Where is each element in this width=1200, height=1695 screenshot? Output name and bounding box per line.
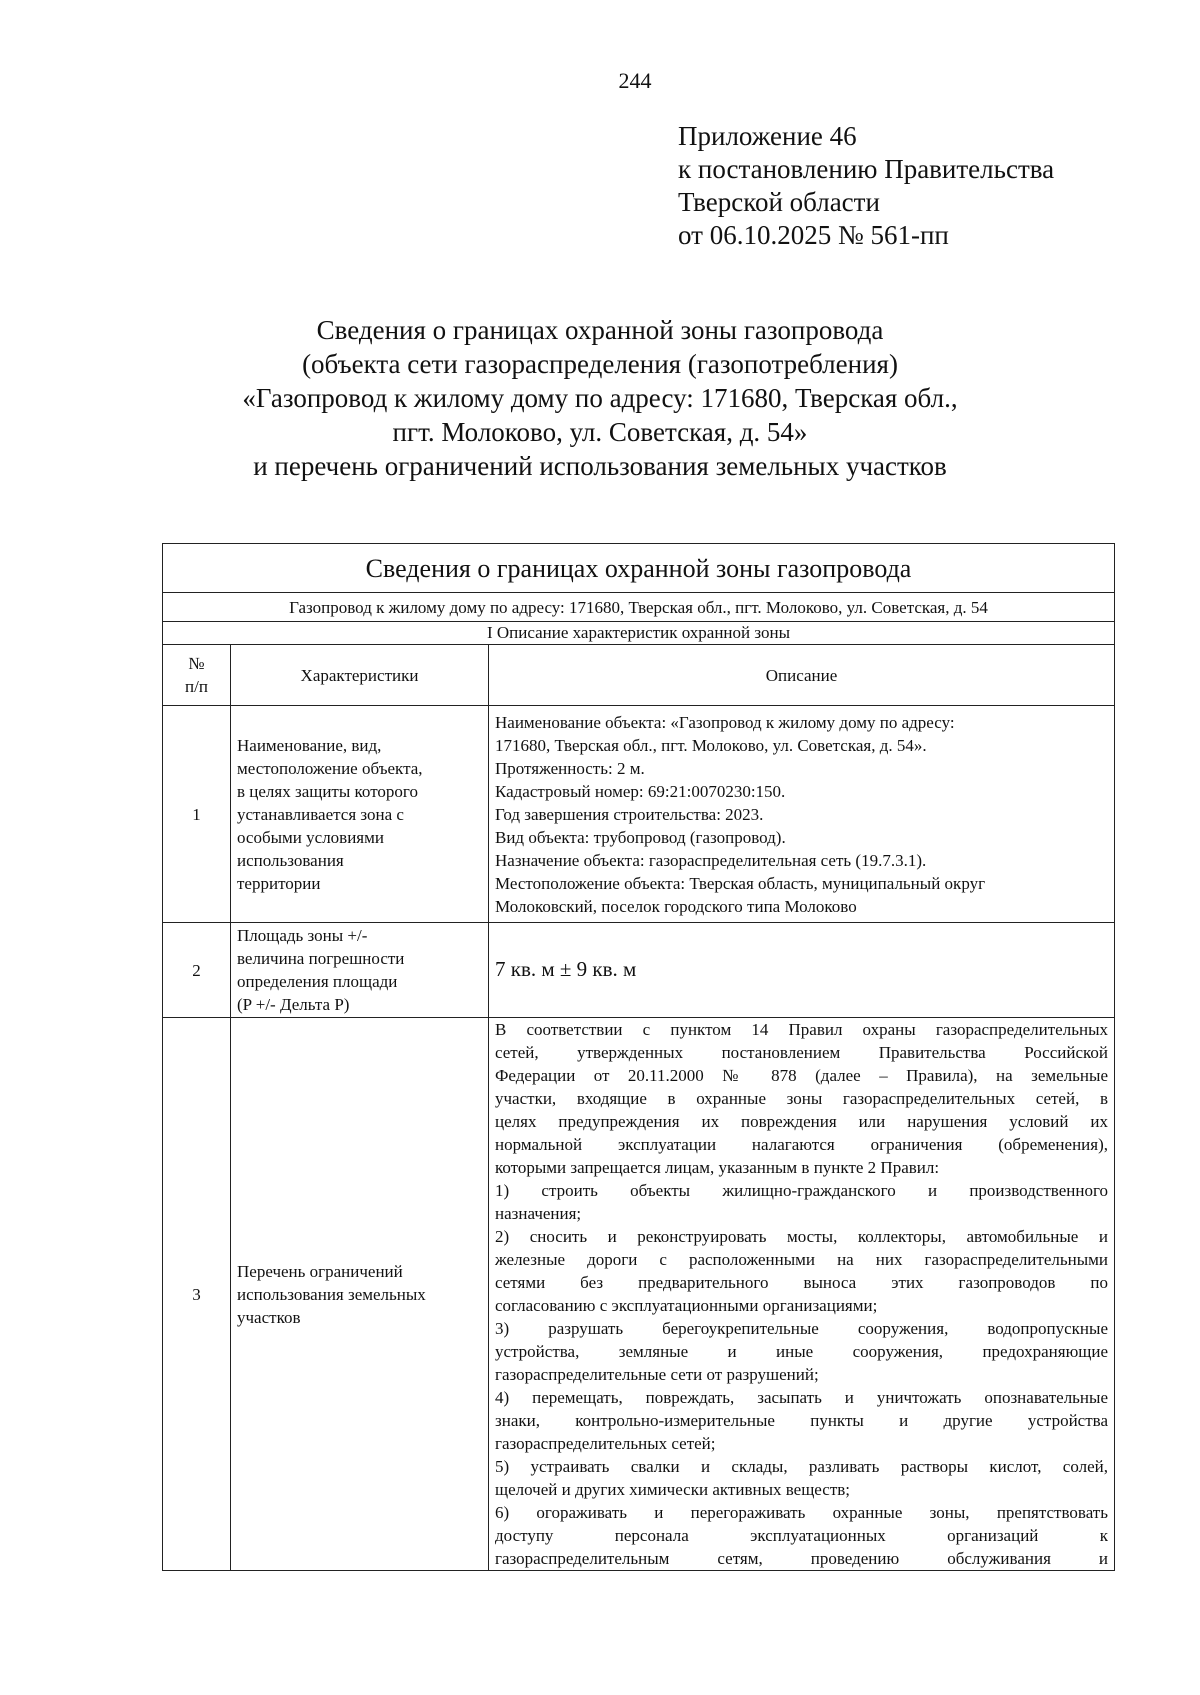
description-line: железные дороги с расположенными на них газораспределительными [495, 1250, 1108, 1269]
document-title [0, 313, 1200, 483]
characteristic-line: в целях защиты которого [237, 781, 418, 801]
row-characteristic [231, 923, 489, 1018]
description-line: Назначение объекта: газораспределительная сеть (19.7.3.1). [495, 850, 927, 870]
header-num [163, 645, 231, 706]
description-line: Молоковский, поселок городского типа Молоково [495, 896, 857, 916]
table-section-heading: I Описание характеристик охранной зоны [163, 622, 1115, 645]
row-number: 1 [163, 706, 231, 923]
title-line: пгт. Молоково, ул. Советская, д. 54» [392, 417, 808, 447]
description-line: газораспределительных сетей; [495, 1434, 716, 1453]
appendix-line: Приложение 46 [678, 121, 857, 151]
description-line: устройства, земляные и иные сооружения, предохраняющие [495, 1342, 1108, 1361]
header-num-line1: № [188, 654, 205, 673]
description-line: которыми запрещается лицам, указанным в пункте 2 Правил: [495, 1158, 940, 1177]
characteristic-line: местоположение объекта, [237, 758, 423, 778]
description-line: газораспределительным сетям, проведению обслуживания и [495, 1549, 1108, 1568]
header-num-line2: п/п [185, 677, 208, 696]
row-description [489, 1018, 1115, 1571]
characteristic-line: Наименование, вид, [237, 735, 382, 755]
description-line: доступу персонала эксплуатационных организаций к [495, 1526, 1108, 1545]
description-line: Год завершения строительства: 2023. [495, 804, 764, 824]
table-row [163, 706, 1115, 923]
description-line: участки, входящие в охранные зоны газораспределительных сетей, в [495, 1089, 1108, 1108]
description-line: согласованию с эксплуатационными организациями; [495, 1296, 878, 1315]
description-line: Кадастровый номер: 69:21:0070230:150. [495, 781, 786, 801]
characteristic-line: особыми условиями [237, 827, 384, 847]
characteristic-line: Перечень ограничений [237, 1261, 403, 1281]
description-line: сетей, утвержденных постановлением Правительства Российской [495, 1043, 1108, 1062]
description-line: Местоположение объекта: Тверская область, муниципальный округ [495, 873, 986, 893]
description-line: 3) разрушать берегоукрепительные сооружения, водопропускные [495, 1319, 1108, 1338]
table-row [163, 923, 1115, 1018]
description-line: 2) сносить и реконструировать мосты, коллекторы, автомобильные и [495, 1227, 1108, 1246]
row-number: 2 [163, 923, 231, 1018]
description-line: 1) строить объекты жилищно-гражданского и производственного [495, 1181, 1108, 1200]
appendix-line: от 06.10.2025 № 561-пп [678, 220, 949, 250]
appendix-line: Тверской области [678, 187, 880, 217]
description-line: сетями без предварительного выноса этих газопроводов по [495, 1273, 1108, 1292]
description-line: газораспределительные сети от разрушений; [495, 1365, 819, 1384]
description-line: знаки, контрольно-измерительные пункты и другие устройства [495, 1411, 1108, 1430]
characteristic-line: величина погрешности [237, 949, 405, 968]
row-characteristic [231, 1018, 489, 1571]
title-line: Сведения о границах охранной зоны газопровода [316, 315, 884, 345]
description-line: В соответствии с пунктом 14 Правил охраны газораспределительных [495, 1020, 1108, 1039]
zone-area-value: 7 кв. м ± 9 кв. м [495, 957, 637, 981]
row-description [489, 706, 1115, 923]
table-title: Сведения о границах охранной зоны газопровода [163, 544, 1115, 593]
table-row [163, 1018, 1115, 1571]
description-line: 171680, Тверская обл., пгт. Молоково, ул. Советская, д. 54». [495, 735, 927, 755]
title-line: «Газопровод к жилому дому по адресу: 171680, Тверская обл., [242, 383, 958, 413]
title-line: (объекта сети газораспределения (газопотребления) [302, 349, 898, 379]
characteristic-line: территории [237, 873, 321, 893]
row-description [489, 923, 1115, 1018]
description-line: Протяженность: 2 м. [495, 758, 645, 778]
appendix-line: к постановлению Правительства [678, 154, 1055, 184]
description-line: Федерации от 20.11.2000 № 878 (далее – Правила), на земельные [495, 1066, 1108, 1085]
characteristic-line: использования земельных [237, 1284, 426, 1304]
description-line: 6) огораживать и перегораживать охранные зоны, препятствовать [495, 1503, 1108, 1522]
characteristic-line: устанавливается зона с [237, 804, 404, 824]
description-line: Наименование объекта: «Газопровод к жилому дому по адресу: [495, 712, 955, 732]
header-description: Описание [489, 645, 1115, 706]
description-line: 5) устраивать свалки и склады, разливать растворы кислот, солей, [495, 1457, 1108, 1476]
page-number: 244 [618, 68, 652, 93]
row-number: 3 [163, 1018, 231, 1571]
description-line: назначения; [495, 1204, 582, 1223]
title-line: и перечень ограничений использования земельных участков [253, 451, 947, 481]
header-characteristics: Характеристики [231, 645, 489, 706]
table-subtitle: Газопровод к жилому дому по адресу: 171680, Тверская обл., пгт. Молоково, ул. Советская, д. 54 [163, 593, 1115, 622]
characteristic-line: (P +/- Дельта P) [237, 995, 350, 1014]
description-line: целях предупреждения их повреждения или нарушения условий их [495, 1112, 1108, 1131]
zone-info-table [162, 543, 1115, 1571]
characteristic-line: участков [237, 1307, 301, 1327]
characteristic-line: использования [237, 850, 344, 870]
description-line: нормальной эксплуатации налагаются ограничения (обременения), [495, 1135, 1108, 1154]
row-characteristic [231, 706, 489, 923]
appendix-block [678, 120, 1054, 252]
characteristic-line: Площадь зоны +/- [237, 926, 368, 945]
characteristic-line: определения площади [237, 972, 398, 991]
description-line: 4) перемещать, повреждать, засыпать и уничтожать опознавательные [495, 1388, 1108, 1407]
description-line: Вид объекта: трубопровод (газопровод). [495, 827, 786, 847]
description-line: щелочей и других химически активных веществ; [495, 1480, 850, 1499]
